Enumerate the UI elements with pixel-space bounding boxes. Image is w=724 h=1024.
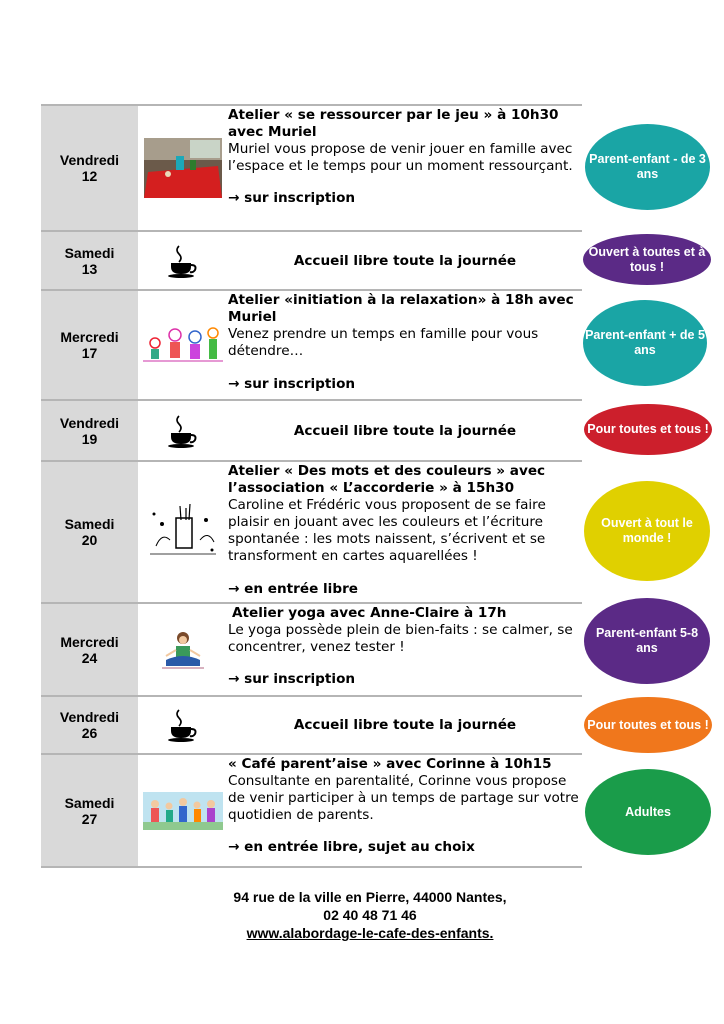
day-name: Mercredi <box>60 329 119 345</box>
day-cell <box>41 232 138 289</box>
audience-badge <box>585 124 710 210</box>
badge-label: Adultes <box>625 804 671 819</box>
event-description: Consultante en parentalité, Corinne vous propose de venir participer à un temps de partage sur votre quotidien de parents. <box>228 773 579 823</box>
day-cell <box>41 697 138 753</box>
day-number: 27 <box>81 810 98 827</box>
badge-label: Parent-enfant 5-8 ans <box>595 626 699 655</box>
phone-number: 02 40 48 71 46 <box>323 907 417 923</box>
day-name: Samedi <box>64 516 115 532</box>
day-name: Vendredi <box>59 152 120 168</box>
paint-jar-drawing-image <box>138 462 227 602</box>
day-cell <box>41 604 138 695</box>
badge-label: Pour toutes et tous ! <box>587 717 709 732</box>
day-name: Samedi <box>64 244 115 261</box>
event-description: Muriel vous propose de venir jouer en famille avec l’espace et le temps pour un moment ressourçant. <box>228 141 573 174</box>
event-description: Le yoga possède plein de bien-faits : se calmer, se concentrer, venez tester ! <box>228 622 573 655</box>
agenda-row <box>41 695 582 753</box>
day-name: Vendredi <box>59 414 120 431</box>
event-text <box>227 755 582 866</box>
audience-badge <box>584 598 710 684</box>
agenda-row <box>41 104 582 230</box>
event-registration: → en entrée libre <box>228 581 358 597</box>
badge-label: Ouvert à toutes et à tous ! <box>588 244 706 274</box>
audience-badge <box>585 769 711 855</box>
agenda-row <box>41 230 582 289</box>
event-description: Venez prendre un temps en famille pour vous détendre… <box>228 326 539 359</box>
event-title: Atelier yoga avec Anne-Claire à 17h <box>232 605 507 621</box>
coffee-cup-icon <box>138 232 227 289</box>
day-number: 24 <box>81 649 98 666</box>
day-cell <box>41 401 138 460</box>
website-link[interactable]: www.alabordage-le-cafe-des-enfants. <box>246 925 494 941</box>
event-description: Caroline et Frédéric vous proposent de se faire plaisir en jouant avec les couleurs et l’écriture spontanée : les mots naissent, s’écrivent et se transforment en cartes aquarellées ! <box>228 497 546 564</box>
day-name: Mercredi <box>60 633 119 650</box>
event-title: Accueil libre toute la journée <box>293 252 517 269</box>
event-title: Accueil libre toute la journée <box>293 422 517 439</box>
day-number: 20 <box>81 532 98 548</box>
agenda-table <box>41 104 582 868</box>
day-number: 26 <box>81 725 98 741</box>
day-cell <box>41 106 138 230</box>
coffee-cup-icon <box>138 401 227 460</box>
day-number: 12 <box>81 168 98 184</box>
contact-footer <box>150 888 590 942</box>
day-cell <box>41 291 138 399</box>
badge-label: Ouvert à tout le monde ! <box>601 516 693 545</box>
badge-label: Parent-enfant - de 3 ans <box>589 152 706 181</box>
event-registration: → sur inscription <box>228 190 356 206</box>
day-number: 19 <box>81 430 98 447</box>
badge-label: Pour toutes et tous ! <box>587 422 709 436</box>
audience-badge <box>584 404 712 455</box>
day-name: Samedi <box>64 794 115 811</box>
event-text <box>227 462 582 602</box>
family-drawing-image <box>138 755 227 866</box>
day-number: 17 <box>81 345 98 361</box>
audience-badge <box>583 234 711 285</box>
event-text <box>227 604 582 695</box>
event-title: Accueil libre toute la journée <box>293 717 517 733</box>
event-registration: → sur inscription <box>228 376 356 392</box>
event-title: Atelier « Des mots et des couleurs » avec l’association « L’accorderie » à 15h30 <box>228 463 546 496</box>
audience-badge <box>584 481 710 581</box>
yoga-drawing-image <box>138 604 227 695</box>
event-title: Atelier «initiation à la relaxation» à 18h avec Muriel <box>228 292 574 325</box>
badge-label: Parent-enfant + de 5 ans <box>585 328 705 357</box>
event-text <box>227 106 582 230</box>
agenda-row <box>41 753 582 868</box>
game-table-image <box>138 106 227 230</box>
agenda-row <box>41 399 582 460</box>
address: 94 rue de la ville en Pierre, 44000 Nantes, <box>233 889 507 905</box>
day-cell <box>41 755 138 866</box>
kids-drawing-image <box>138 291 227 399</box>
audience-badge <box>583 300 707 386</box>
agenda-row <box>41 289 582 399</box>
audience-badge <box>584 697 712 753</box>
event-registration: → en entrée libre, sujet au choix <box>228 839 475 855</box>
event-title: Atelier « se ressourcer par le jeu » à 10h30 avec Muriel <box>228 107 559 140</box>
event-title: « Café parent’aise » avec Corinne à 10h15 <box>228 756 552 772</box>
coffee-cup-icon <box>138 697 227 753</box>
day-cell <box>41 462 138 602</box>
day-number: 13 <box>81 260 98 277</box>
event-text <box>227 291 582 399</box>
agenda-row <box>41 602 582 695</box>
event-registration: → sur inscription <box>228 671 356 687</box>
agenda-row <box>41 460 582 602</box>
day-name: Vendredi <box>59 709 120 725</box>
